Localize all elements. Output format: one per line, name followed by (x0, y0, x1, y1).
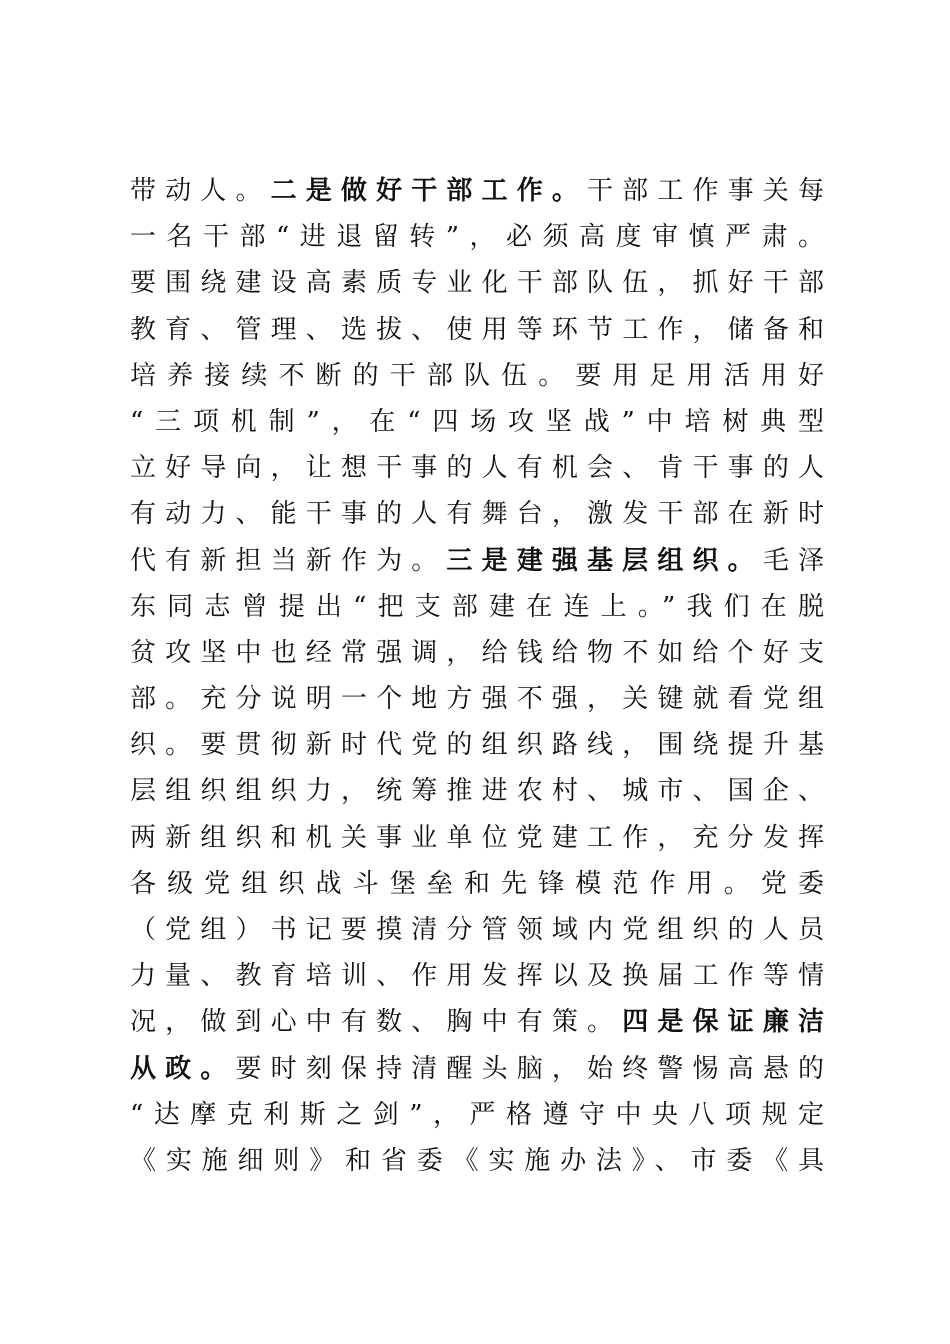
text-line (130, 1138, 824, 1184)
text-line (130, 353, 824, 399)
text-line (130, 214, 824, 260)
text-run: 况，做到心中有数、胸中有策。 (130, 1007, 623, 1038)
text-line (130, 861, 824, 907)
text-line (130, 722, 824, 768)
text-line (130, 630, 824, 676)
text-run: 代有新担当新作为。 (130, 545, 447, 576)
text-run: 一名干部“进退留转”，必须高度审慎严肃。 (130, 222, 824, 253)
text-run: 部。充分说明一个地方强不强，关键就看党组 (130, 684, 824, 715)
text-run: 层组织组织力，统筹推进农村、城市、国企、 (130, 776, 824, 807)
text-line (130, 399, 824, 445)
text-run: 有动力、能干事的人有舞台，激发干部在新时 (130, 499, 824, 530)
text-run: 干部工作事关每 (587, 176, 824, 206)
text-run: 织。要贯彻新时代党的组织路线，围绕提升基 (130, 730, 824, 761)
text-line (130, 445, 824, 491)
text-line (130, 768, 824, 814)
text-line (130, 307, 824, 353)
text-run: “三项机制”，在“四场攻坚战”中培树典型 (130, 406, 824, 437)
bold-heading-run: 二是做好干部工作。 (270, 176, 588, 206)
text-run: 要围绕建设高素质专业化干部队伍，抓好干部 (130, 268, 824, 299)
text-run: 《实施细则》和省委《实施办法》、市委《具 (130, 1145, 824, 1176)
text-run: 要时刻保持清醒头脑，始终警惕高悬的 (235, 1053, 824, 1084)
text-run: 东同志曾提出“把支部建在连上。”我们在脱 (130, 591, 824, 622)
text-run: 两新组织和机关事业单位党建工作，充分发挥 (130, 822, 824, 853)
text-run: 力量、教育培训、作用发挥以及换届工作等情 (130, 961, 824, 992)
text-run: 培养接续不断的干部队伍。要用足用活用好 (130, 360, 824, 391)
text-line (130, 491, 824, 537)
text-run: 各级党组织战斗堡垒和先锋模范作用。党委 (130, 868, 824, 899)
text-line (130, 953, 824, 999)
text-line (130, 584, 824, 630)
text-run: 带动人。 (130, 176, 271, 206)
text-run: （党组）书记要摸清分管领域内党组织的人员 (130, 915, 824, 945)
text-line (130, 260, 824, 306)
text-run: 毛泽 (762, 545, 824, 576)
text-line (130, 907, 824, 953)
bold-heading-run: 三是建强基层组织。 (446, 545, 763, 576)
text-line (130, 999, 824, 1045)
text-line (130, 538, 824, 584)
text-run: “达摩克利斯之剑”，严格遵守中央八项规定 (130, 1099, 824, 1130)
text-run: 贫攻坚中也经常强调，给钱给物不如给个好支 (130, 637, 824, 668)
text-run: 教育、管理、选拔、使用等环节工作，储备和 (130, 314, 824, 345)
text-line (130, 1046, 824, 1092)
bold-heading-run: 从政。 (130, 1053, 236, 1084)
text-run: 立好导向，让想干事的人有机会、肯干事的人 (130, 453, 824, 484)
body-paragraph (130, 168, 824, 1184)
text-line (130, 815, 824, 861)
text-line (130, 676, 824, 722)
text-line (130, 168, 824, 214)
text-line (130, 1092, 824, 1138)
bold-heading-run: 四是保证廉洁 (622, 1007, 824, 1038)
